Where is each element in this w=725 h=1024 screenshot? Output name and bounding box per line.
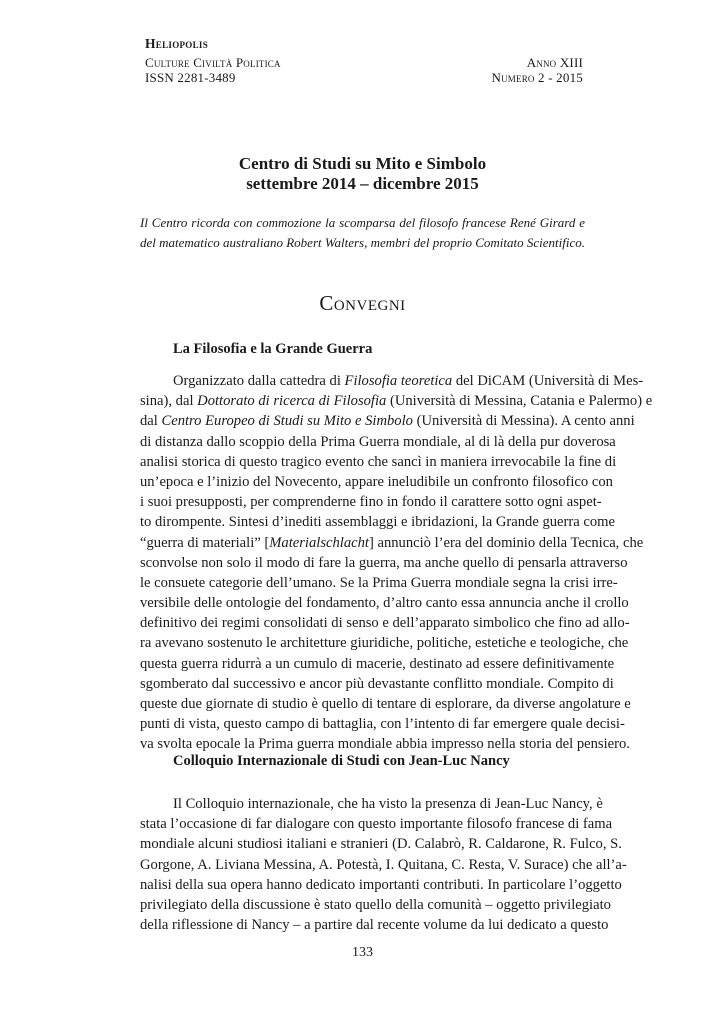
- journal-issue-number: Numero 2 - 2015: [491, 70, 583, 85]
- text-line: definitivo dei regimi consolidati di senso e dell’apparato simbolico che fino ad allo-: [140, 615, 630, 632]
- text-line: sina), dal Dottorato di ricerca di Filosofia (Università di Messina, Catania e Palermo) e: [140, 393, 653, 410]
- text-line: Il Colloquio internazionale, che ha visto la presenza di Jean-Luc Nancy, è: [173, 796, 603, 812]
- journal-subtitle: Culture Civiltà Politica: [145, 55, 281, 70]
- journal-title: Heliopolis: [145, 36, 209, 51]
- text-line: nalisi della sua opera hanno dedicato importanti contributi. In particolare l’oggetto: [140, 876, 622, 893]
- text-line: analisi storica di questo tragico evento che sancì in maniera irrevocabile la fine di: [140, 453, 617, 470]
- paragraph-nancy: [140, 794, 627, 935]
- text-line: to dirompente. Sintesi d’inediti assemblaggi e ibridazioni, la Grande guerra come: [140, 514, 615, 531]
- page-title-line-2: settembre 2014 – dicembre 2015: [246, 174, 479, 193]
- text-line: dal Centro Europeo di Studi su Mito e Simbolo (Università di Messina). A cento anni: [140, 413, 635, 430]
- text-line: della riflessione di Nancy – a partire dal recente volume da lui dedicato a questo: [140, 917, 609, 934]
- text-line: punti di vista, questo campo di battaglia, con l’intento di far emergere quale decisi-: [140, 716, 625, 733]
- memorial-note: Il Centro ricorda con commozione la scomparsa del filosofo francese René Girard e del matematico australiano Robert Walters, membri del proprio Comitato Scientifico.: [140, 215, 585, 250]
- subsection-heading-nancy: Colloquio Internazionale di Studi con Jean-Luc Nancy: [173, 753, 510, 769]
- journal-issn: ISSN 2281-3489: [145, 70, 236, 85]
- text-line: di distanza dallo scoppio della Prima Guerra mondiale, al di là della pur doverosa: [140, 433, 616, 450]
- text-line: i suoi presupposti, per comprenderne fino in fondo il carattere sotto ogni aspet-: [140, 494, 602, 511]
- text-line: privilegiato della discussione è stato quello della comunità – oggetto privilegiato: [140, 896, 611, 913]
- page-number: 133: [352, 945, 373, 960]
- section-heading-convegni: Convegni: [319, 291, 406, 315]
- text-line: versibile delle ontologie del fondamento, d’altro canto essa annuncia anche il crollo: [140, 595, 629, 612]
- text-line: “guerra di materiali” [Materialschlacht] annunciò l’era del dominio della Tecnica, che: [140, 534, 644, 551]
- text-line: le consuete categorie dell’umano. Se la Prima Guerra mondiale segna la crisi irre-: [140, 574, 618, 591]
- text-line: stata l’occasione di far dialogare con questo importante filosofo francese di fama: [140, 816, 613, 833]
- journal-year: Anno XIII: [526, 55, 583, 70]
- text-line: Gorgone, A. Liviana Messina, A. Potestà, I. Quitana, C. Resta, V. Surace) che all’a-: [140, 856, 627, 873]
- subsection-heading-grande-guerra: La Filosofia e la Grande Guerra: [173, 341, 373, 357]
- text-line: va svolta epocale la Prima guerra mondiale abbia impresso nella storia del pensiero.: [140, 736, 630, 753]
- text-line: ra avevano sostenuto le architetture giuridiche, politiche, estetiche e teologiche, che: [140, 635, 629, 652]
- page-title-line-1: Centro di Studi su Mito e Simbolo: [238, 154, 487, 173]
- text-line: sgomberato dal successivo e ancor più devastante conflitto mondiale. Compito di: [140, 675, 614, 692]
- text-line: un’epoca e l’inizio del Novecento, appare ineludibile un confronto filosofico con: [140, 473, 613, 490]
- text-line: Organizzato dalla cattedra di Filosofia teoretica del DiCAM (Università di Mes-: [173, 373, 644, 389]
- paragraph-grande-guerra: [140, 371, 653, 755]
- text-line: queste due giornate di studio è quello di tentare di esplorare, da diverse angolature e: [140, 696, 631, 712]
- text-line: sconvolse non solo il modo di fare la guerra, ma anche quello di pensarla attraverso: [140, 554, 628, 571]
- text-line: questa guerra ridurrà a un cumulo di macerie, destinato ad essere definitivamente: [140, 655, 615, 672]
- text-line: mondiale alcuni studiosi italiani e stranieri (D. Calabrò, R. Caldarone, R. Fulco, S.: [140, 836, 622, 853]
